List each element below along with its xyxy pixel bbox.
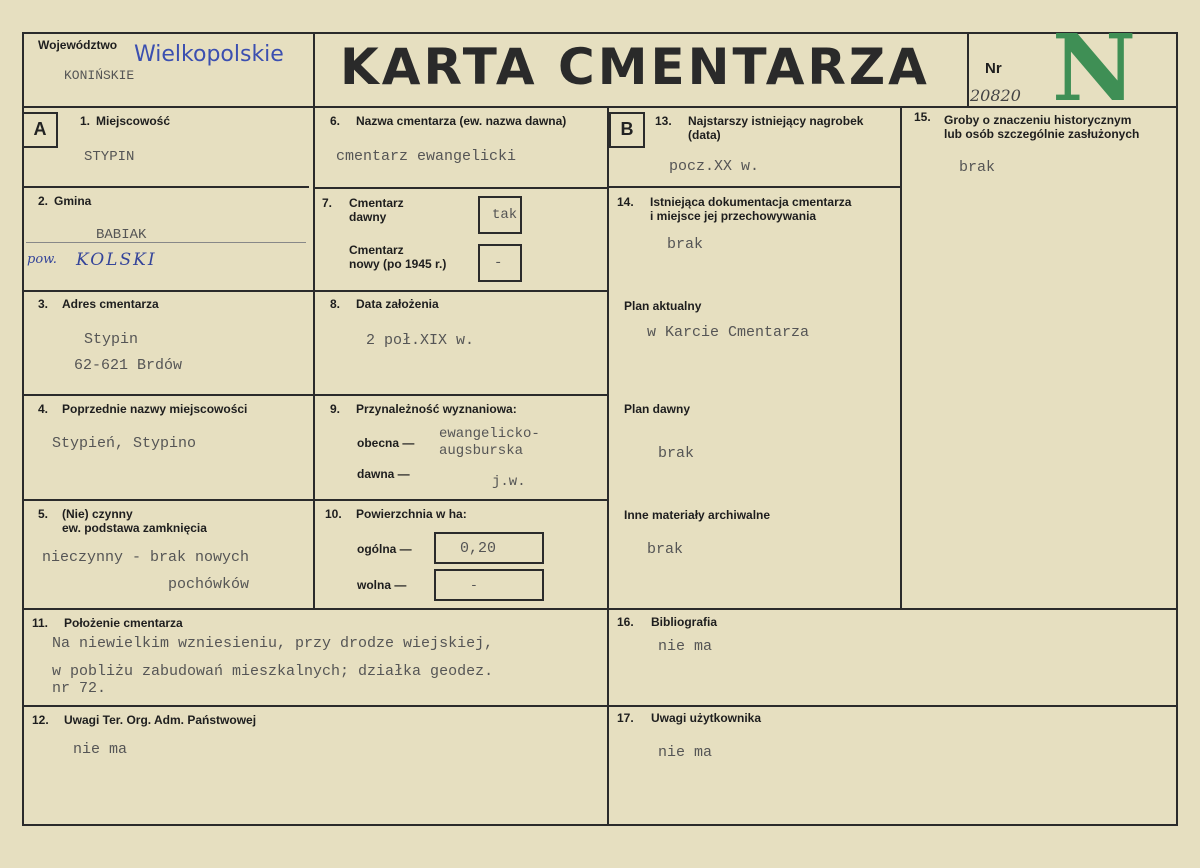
field-2-hand-value: KOLSKI: [76, 250, 157, 270]
field-8-number: 8.: [330, 297, 341, 311]
row-line-1b: [315, 187, 607, 189]
field-9-former-label: dawna —: [357, 467, 410, 481]
gmina-underline: [26, 242, 306, 243]
field-2-value: BABIAK: [96, 227, 147, 243]
field-9-former-value: j.w.: [492, 474, 526, 490]
field-9-number: 9.: [330, 402, 341, 416]
row-line-5: [22, 608, 1178, 610]
field-14-number: 14.: [617, 195, 634, 209]
field-15-label: Groby o znaczeniu historycznym lub osób szczególnie zasłużonych: [944, 113, 1140, 141]
field-4-number: 4.: [38, 402, 49, 416]
plan-current-value: w Karcie Cmentarza: [647, 324, 810, 341]
card-title: KARTA CMENTARZA: [340, 38, 930, 96]
field-7-new-box: [478, 244, 522, 282]
field-2-label: Gmina: [54, 194, 92, 208]
field-11-line1: Na niewielkim wzniesieniu, przy drodze wiejskiej,: [52, 635, 494, 652]
nr-value: 20820: [970, 86, 1021, 105]
field-6-number: 6.: [330, 114, 341, 128]
field-7-new-value: -: [494, 255, 503, 271]
field-4-label: Poprzednie nazwy miejscowości: [62, 402, 248, 416]
field-15-number: 15.: [914, 110, 931, 124]
field-16-number: 16.: [617, 615, 634, 629]
field-5-label: (Nie) czynny ew. podstawa zamknięcia: [62, 507, 207, 535]
field-16-label: Bibliografia: [651, 615, 718, 629]
header-divider-2: [967, 32, 969, 108]
field-2-number: 2.: [38, 194, 49, 208]
field-8-label: Data założenia: [356, 297, 439, 311]
col-divider-right: [900, 106, 902, 610]
field-11-label: Położenie cmentarza: [64, 616, 183, 630]
row-line-2: [22, 290, 607, 292]
col-divider-mid: [607, 106, 609, 826]
field-7-old-box: [478, 196, 522, 234]
wojewodztwo-label: Województwo: [38, 38, 118, 52]
section-b-box: B: [609, 112, 645, 148]
row-line-4: [22, 499, 607, 501]
field-13-number: 13.: [655, 114, 672, 128]
old-region-value: KONIŃSKIE: [64, 68, 135, 83]
section-a-box: A: [22, 112, 58, 148]
row-line-1: [22, 186, 309, 188]
field-1-number: 1.: [80, 114, 91, 128]
field-14-label: Istniejąca dokumentacja cmentarza i miejsce jej przechowywania: [650, 195, 852, 223]
field-3-number: 3.: [38, 297, 49, 311]
field-12-number: 12.: [32, 713, 49, 727]
field-4-value: Stypień, Stypino: [52, 435, 197, 452]
field-14-value: brak: [667, 236, 704, 253]
plan-current-label: Plan aktualny: [624, 299, 702, 313]
frame-bottom: [22, 824, 1178, 826]
field-17-label: Uwagi użytkownika: [651, 711, 762, 725]
frame-top: [22, 32, 1178, 34]
field-10-free-box: [434, 569, 544, 601]
other-archives-label: Inne materiały archiwalne: [624, 508, 771, 522]
field-13-value: pocz.XX w.: [669, 158, 760, 175]
field-12-value: nie ma: [73, 741, 128, 758]
field-10-total-box: [434, 532, 544, 564]
field-6-label: Nazwa cmentarza (ew. nazwa dawna): [356, 114, 567, 128]
plan-old-value: brak: [658, 445, 695, 462]
field-7-label-old: Cmentarz dawny: [349, 196, 404, 224]
field-15-value: brak: [959, 159, 996, 176]
field-10-total-label: ogólna —: [357, 542, 412, 556]
field-10-free-label: wolna —: [357, 578, 407, 592]
field-9-current-label: obecna —: [357, 436, 415, 450]
field-11-line3: nr 72.: [52, 680, 107, 697]
field-10-free-value: -: [470, 578, 478, 593]
field-5-line1: nieczynny - brak nowych: [42, 549, 250, 566]
field-1-label: Miejscowość: [96, 114, 171, 128]
field-3-label: Adres cmentarza: [62, 297, 159, 311]
header-bottom: [22, 106, 1178, 108]
field-7-old-value: tak: [492, 207, 518, 223]
wojewodztwo-stamp: Wielkopolskie: [134, 42, 284, 67]
field-11-number: 11.: [32, 616, 49, 630]
field-10-number: 10.: [325, 507, 342, 521]
row-line-6: [22, 705, 1178, 707]
row-line-3: [22, 394, 607, 396]
field-6-value: cmentarz ewangelicki: [336, 148, 517, 165]
field-13-label: Najstarszy istniejący nagrobek (data): [688, 114, 864, 142]
field-5-line2: pochówków: [168, 576, 250, 593]
plan-old-label: Plan dawny: [624, 402, 691, 416]
field-10-label: Powierzchnia w ha:: [356, 507, 467, 521]
field-16-value: nie ma: [658, 638, 713, 655]
field-8-value: 2 poł.XIX w.: [366, 332, 475, 349]
header-divider-1: [313, 32, 315, 610]
nr-label: Nr: [985, 60, 1002, 77]
field-17-number: 17.: [617, 711, 634, 725]
field-9-current-value: ewangelicko- augsburska: [439, 426, 540, 459]
field-9-label: Przynależność wyznaniowa:: [356, 402, 517, 416]
other-archives-value: brak: [647, 541, 684, 558]
field-10-total-value: 0,20: [460, 540, 497, 557]
field-12-label: Uwagi Ter. Org. Adm. Państwowej: [64, 713, 257, 727]
b-row-line: [609, 186, 900, 188]
field-3-line1: Stypin: [84, 331, 139, 348]
field-2-hand-prefix: pow.: [27, 252, 57, 267]
category-letter-stamp: N: [1052, 14, 1137, 122]
field-7-number: 7.: [322, 196, 333, 210]
field-11-line2: w pobliżu zabudowań mieszkalnych; działka geodez.: [52, 663, 494, 680]
field-3-line2: 62-621 Brdów: [74, 357, 183, 374]
field-5-number: 5.: [38, 507, 49, 521]
field-7-label-new: Cmentarz nowy (po 1945 r.): [349, 243, 447, 271]
field-17-value: nie ma: [658, 744, 713, 761]
field-1-value: STYPIN: [84, 149, 135, 165]
